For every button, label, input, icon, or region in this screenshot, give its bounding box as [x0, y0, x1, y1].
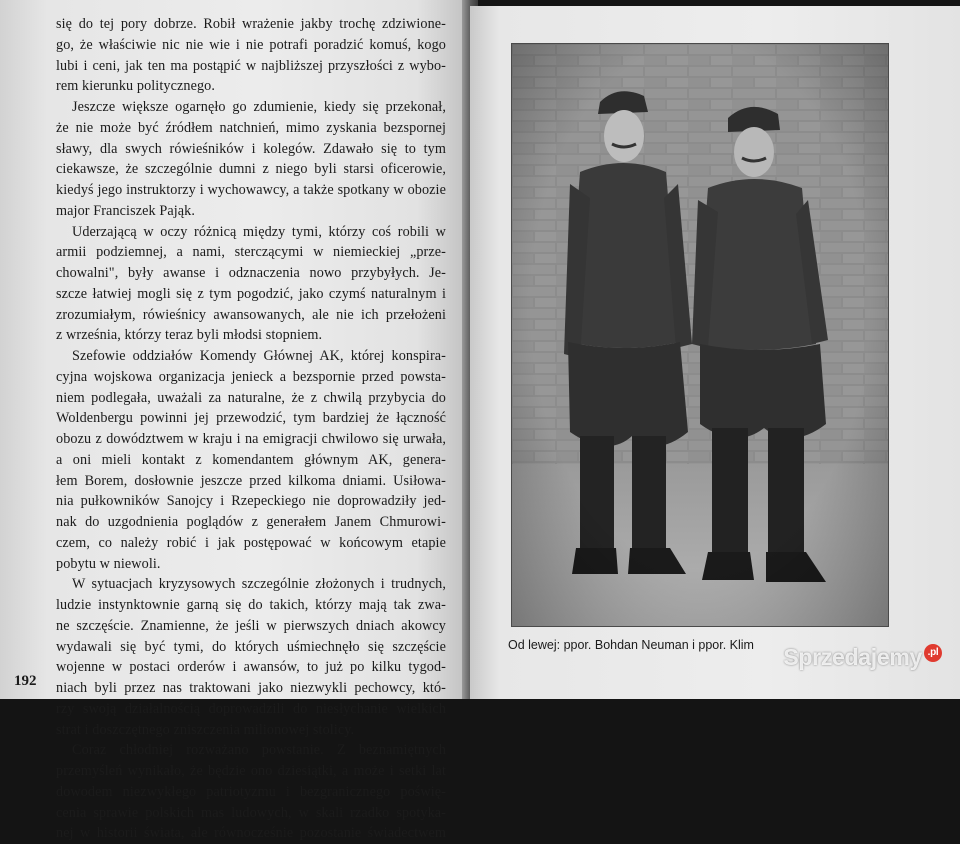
text-line: wydawali się być tymi, do których uśmiechnęło się szczęście: [56, 638, 446, 655]
text-line: chowalni", były awanse i odznaczenia nowo przybyłych. Je-: [56, 265, 446, 281]
text-line: nia pułkowników Sanojcy i Rzepeckiego nie doprowadziły jed-: [56, 493, 446, 510]
text-line: Woldenbergu powinni jej przewodzić, tym bardziej że łączność: [56, 410, 446, 427]
text-line: zrozumiałym, rówieśnicy awansowanych, ale nie ich przełożeni: [56, 306, 446, 323]
watermark-badge: .pl: [924, 644, 942, 662]
portrait-photo: [512, 44, 888, 626]
text-line: łem Borem, dosłownie jeszcze przed kilkoma dniami. Usiłowa-: [56, 472, 446, 489]
text-line: czem, co należy robić i jak postępować w końcowym etapie: [56, 534, 446, 551]
text-line: przemyśleń wynikało, że będzie ono dziesiątki, a może i setki lat: [56, 763, 446, 779]
page-number: 192: [14, 673, 37, 689]
text-line: Uderzającą w oczy różnicą między tymi, którzy coś robili w: [72, 223, 446, 240]
text-line: niem podlegała, uważali za naturalne, że z chwilą przybycia do: [56, 389, 446, 406]
text-line: z września, którzy teraz byli młodsi stopniem.: [56, 327, 323, 344]
text-line: armii podziemnej, a nami, sterczącymi w niemieckiej „prze-: [56, 244, 446, 261]
text-line: lubi i ceni, jak ten ma postąpić w najbliższej przyszłości z wybo-: [56, 57, 446, 74]
text-line: cenia sprawie polskich mas ludowych, w skali rzadko spotyka-: [56, 804, 446, 821]
left-page: [0, 0, 474, 842]
text-line: nak do uzgodnienia poglądów z generałem Janem Chmurowi-: [56, 514, 446, 530]
text-line: major Franciszek Pająk.: [56, 202, 196, 219]
text-line: rem kierunku politycznego.: [56, 78, 216, 95]
text-line: strat i doszczętnego zniszczenia milionowej stolicy.: [56, 721, 355, 738]
text-line: Jeszcze większe ogarnęło go zdumienie, kiedy się przekonał,: [72, 99, 446, 115]
text-line: pobytu w niewoli.: [56, 555, 161, 572]
text-line: sławy, dla swych rówieśników i kolegów. Zdawało się to tym: [56, 140, 446, 157]
text-line: dowodem niezwykłego patriotyzmu i bezgranicznego poświę-: [56, 783, 446, 800]
text-line: nej w historii świata, ale równocześnie pozostanie świadectwem: [56, 825, 446, 842]
text-line: cyjna wojskowa organizacja jenieck a bezspornie przed powsta-: [56, 368, 446, 385]
text-line: się do tej pory dobrze. Robił wrażenie jakby trochę zdziwione-: [56, 16, 446, 32]
text-line: rzy swoją działalnością doprowadzili do niesłychanie wielkich: [56, 700, 446, 717]
text-line: Szefowie oddziałów Komendy Głównej AK, której konspira-: [72, 348, 446, 364]
text-line: W sytuacjach kryzysowych szczególnie złożonych i trudnych,: [72, 576, 446, 593]
text-line: że nie może być źródłem natchnień, mimo zyskania bezspornej: [56, 119, 446, 136]
text-line: go, że właściwie nic nie wie i nie potrafi poradzić komuś, kogo: [56, 36, 446, 53]
text-line: a oni mieli kontakt z komendantem głównym AK, genera-: [56, 451, 446, 468]
text-line: niach byli przez nas traktowani jako niezwykli pechowcy, któ-: [56, 680, 446, 696]
site-watermark: [783, 644, 942, 671]
text-line: kiedyś jego instruktorzy i wychowawcy, a także spotkany w obozie: [56, 182, 446, 198]
text-line: ne szczęście. Znamienne, że jeśli w pierwszych dniach akowcy: [56, 617, 446, 634]
text-line: ludzie instynktownie garną się do takich, którzy mają tak zwa-: [56, 597, 446, 613]
body-text: [56, 14, 446, 844]
text-line: szcze łatwiej mogli się z tym pogodzić, jako czymś naturalnym i: [56, 285, 446, 302]
text-line: obozu z dowództwem w kraju i na emigracji chwilowo się urwała,: [56, 431, 446, 447]
text-line: wojenne w postaci orderów i awansów, to już po kilku tygod-: [56, 659, 446, 676]
portrait-photo-illustration: [512, 44, 888, 626]
watermark-text: Sprzedajemy: [783, 644, 922, 670]
text-line: Coraz chłodniej rozważano powstanie. Z beznamiętnych: [72, 742, 446, 759]
text-line: ciekawsze, że szczególnie dumni z niego byli starsi oficerowie,: [56, 161, 446, 178]
photo-caption: Od lewej: ppor. Bohdan Neuman i ppor. Klim: [508, 638, 754, 652]
right-page: [470, 6, 960, 699]
